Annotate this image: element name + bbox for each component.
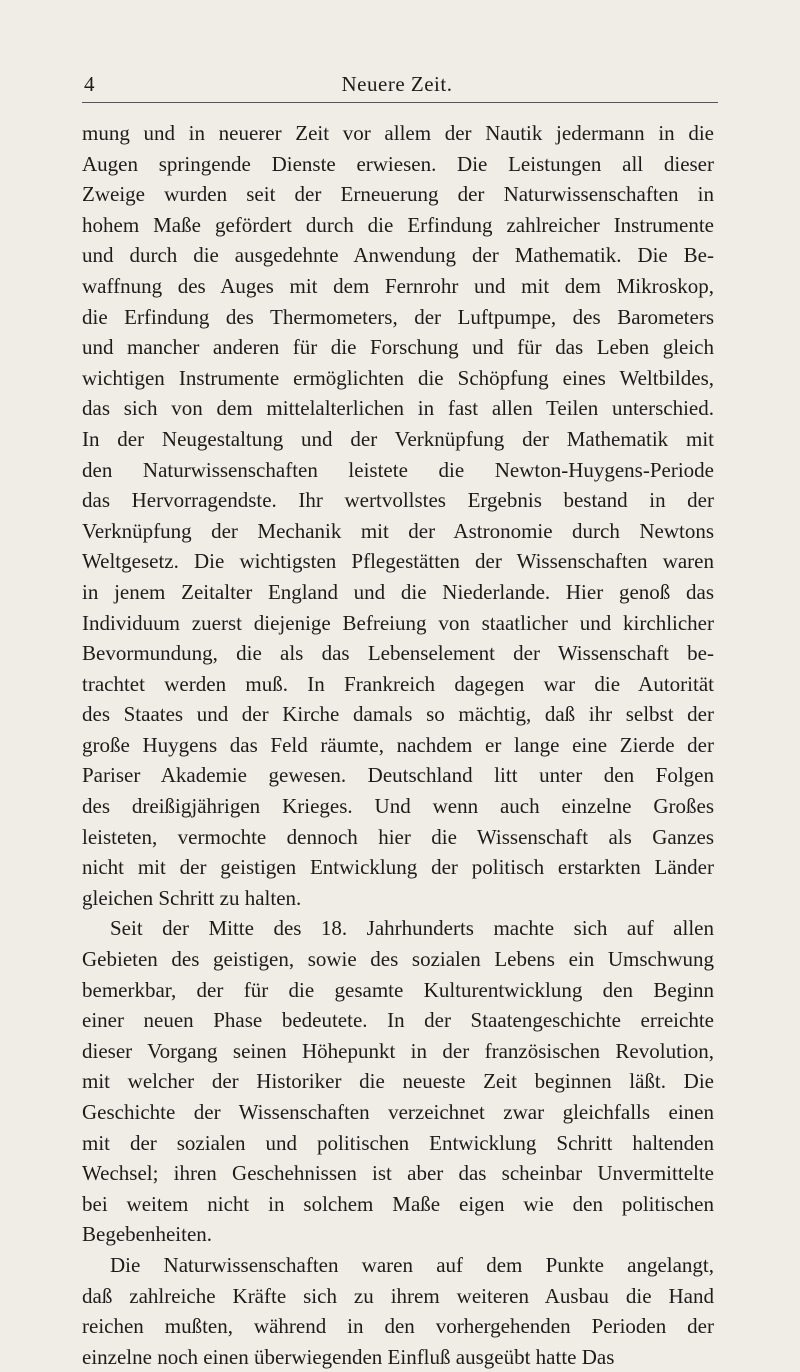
text-line: und durch die ausgedehnte Anwendung der Mathematik. Die Be- xyxy=(82,243,714,268)
text-line: hohem Maße gefördert durch die Erfindung zahlreicher Instrumente xyxy=(82,212,714,237)
text-line: mit der sozialen und politischen Entwicklung Schritt haltenden xyxy=(82,1130,714,1155)
text-line: Gebieten des geistigen, sowie des sozialen Lebens ein Umschwung xyxy=(82,947,714,972)
text-line: die Erfindung des Thermometers, der Luftpumpe, des Barometers xyxy=(82,304,714,329)
text-line: das sich von dem mittelalterlichen in fast allen Teilen unterschied. xyxy=(82,396,714,421)
text-line: des Staates und der Kirche damals so mächtig, daß ihr selbst der xyxy=(82,702,714,727)
text-line: trachtet werden muß. In Frankreich dagegen war die Autorität xyxy=(82,671,714,696)
text-line: in jenem Zeitalter England und die Niederlande. Hier genoß das xyxy=(82,579,714,604)
header-rule xyxy=(82,102,718,103)
text-line: Pariser Akademie gewesen. Deutschland litt unter den Folgen xyxy=(82,763,714,788)
text-line: Die Naturwissenschaften waren auf dem Punkte angelangt, xyxy=(110,1252,714,1277)
text-line: bei weitem nicht in solchem Maße eigen wie den politischen xyxy=(82,1191,714,1216)
text-line: waffnung des Auges mit dem Fernrohr und mit dem Mikroskop, xyxy=(82,273,714,298)
text-line: bemerkbar, der für die gesamte Kulturentwicklung den Beginn xyxy=(82,977,714,1002)
text-line: reichen mußten, während in den vorhergehenden Perioden der xyxy=(82,1314,714,1339)
text-line: einzelne noch einen überwiegenden Einfluß ausgeübt hatte Das xyxy=(82,1344,615,1369)
text-line: mit welcher der Historiker die neueste Zeit beginnen läßt. Die xyxy=(82,1069,714,1094)
text-line: den Naturwissenschaften leistete die Newton-Huygens-Periode xyxy=(82,457,714,482)
text-line: große Huygens das Feld räumte, nachdem er lange eine Zierde der xyxy=(82,732,714,757)
text-line: Augen springende Dienste erwiesen. Die Leistungen all dieser xyxy=(82,151,714,176)
text-line: nicht mit der geistigen Entwicklung der politisch erstarkten Länder xyxy=(82,855,714,880)
text-line: Geschichte der Wissenschaften verzeichnet zwar gleichfalls einen xyxy=(82,1100,714,1124)
text-line: In der Neugestaltung und der Verknüpfung der Mathematik mit xyxy=(82,426,714,451)
text-line: Individuum zuerst diejenige Befreiung von staatlicher und kirchlicher xyxy=(82,610,714,635)
text-line: dieser Vorgang seinen Höhepunkt in der französischen Revolution, xyxy=(82,1038,714,1063)
text-line: Wechsel; ihren Geschehnissen ist aber das scheinbar Unvermittelte xyxy=(82,1161,714,1186)
text-line: Bevormundung, die als das Lebenselement der Wissenschaft be- xyxy=(82,641,714,666)
text-line: wichtigen Instrumente ermöglichten die Schöpfung eines Weltbildes, xyxy=(82,365,714,390)
text-line: daß zahlreiche Kräfte sich zu ihrem weiteren Ausbau die Hand xyxy=(82,1283,714,1308)
page-header xyxy=(72,72,722,102)
text-line: Verknüpfung der Mechanik mit der Astronomie durch Newtons xyxy=(82,518,714,543)
text-line: Zweige wurden seit der Erneuerung der Naturwissenschaften in xyxy=(82,182,714,207)
body-text xyxy=(82,118,714,1372)
text-line: Seit der Mitte des 18. Jahrhunderts machte sich auf allen xyxy=(110,916,714,941)
text-line: mung und in neuerer Zeit vor allem der Nautik jedermann in die xyxy=(82,121,714,145)
page-number: 4 xyxy=(84,72,95,96)
text-line: leisteten, vermochte dennoch hier die Wissenschaft als Ganzes xyxy=(82,824,714,849)
text-line: Weltgesetz. Die wichtigsten Pflegestätten der Wissenschaften waren xyxy=(82,549,714,574)
text-line: gleichen Schritt zu halten. xyxy=(82,885,302,910)
text-line: des dreißigjährigen Krieges. Und wenn auch einzelne Großes xyxy=(82,794,714,819)
text-line: Begebenheiten. xyxy=(82,1222,213,1247)
running-head: Neuere Zeit. xyxy=(341,72,453,96)
text-line: das Hervorragendste. Ihr wertvollstes Ergebnis bestand in der xyxy=(82,488,714,513)
text-line: und mancher anderen für die Forschung und für das Leben gleich xyxy=(82,335,714,360)
text-line: einer neuen Phase bedeutete. In der Staatengeschichte erreichte xyxy=(82,1008,714,1033)
